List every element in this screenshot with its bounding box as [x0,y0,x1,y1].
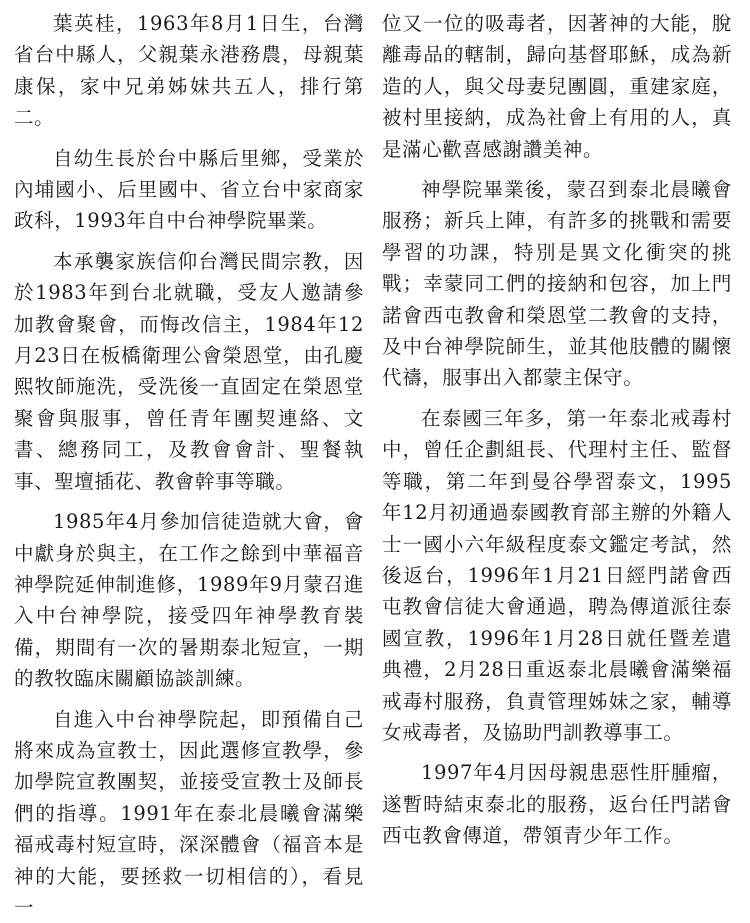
paragraph: 1985年4月參加信徒造就大會，會中獻身於與主，在工作之餘到中華福音神學院延伸制進修，1989年9月蒙召進入中台神學院，接受四年神學教育裝備，期間有一次的暑期泰北短宣，一期的教牧臨床關顧協談訓練。 [14,510,364,691]
paragraph: 神學院畢業後，蒙召到泰北晨曦會服務；新兵上陣，有許多的挑戰和需要學習的功課，特別是異文化衝突的挑戰；幸蒙同工們的接納和包容，加上門諾會西屯教會和榮恩堂二教會的支持，及中台神學院師生，並其他肢體的關懷代禱，服事出入都蒙主保守。 [382,178,732,390]
paragraph: 自幼生長於台中縣后里鄉，受業於內埔國小、后里國中、省立台中家商家政科，1993年自中台神學院畢業。 [14,146,364,233]
right-column [382,8,732,848]
paragraph: 1997年4月因母親患惡性肝腫瘤，遂暫時結束泰北的服務，返台任門諾會西屯教會傳道，帶領青少年工作。 [382,761,732,848]
paragraph: 在泰國三年多，第一年泰北戒毒村中，曾任企劃組長、代理村主任、監督等職，第二年到曼谷學習泰文，1995年12月初通過泰國教育部主辦的外籍人士一國小六年級程度泰文鑑定考試，然後返台，1996年1月21日經門諾會西屯教會信徒大會通過，聘為傳道派往泰國宣教，1996年1月28日就任暨差遣典禮，2月28日重返泰北晨曦會滿樂福戒毒村服務，負責管理姊妹之家，輔導女戒毒者，及協助門訓教導事工。 [382,406,732,744]
left-column [14,8,364,919]
paragraph: 本承襲家族信仰台灣民間宗教，因於1983年到台北就職，受友人邀請參加教會聚會，而悔改信主，1984年12月23日在板橋衛理公會榮恩堂，由孔慶熙牧師施洗，受洗後一直固定在榮恩堂聚會與服事，曾任青年團契連絡、文書、總務同工，及教會會計、聖餐執事、聖壇插花、教會幹事等職。 [14,249,364,493]
paragraph: 葉英桂，1963年8月1日生，台灣省台中縣人，父親葉永港務農，母親葉康保，家中兄弟姊妹共五人，排行第二。 [14,12,364,130]
paragraph: 自進入中台神學院起，即預備自己將來成為宣教士，因此選修宣教學，參加學院宣教團契，並接受宣教士及師長們的指導。1991年在泰北晨曦會滿樂福戒毒村短宣時，深深體會（福音本是神的大能，要拯救一切相信的），看見一 [14,707,364,919]
paragraph-continued: 位又一位的吸毒者，因著神的大能，脫離毒品的轄制，歸向基督耶穌，成為新造的人，與父母妻兒團圓，重建家庭，被村里接納，成為社會上有用的人，真是滿心歡喜感謝讚美神。 [382,12,732,161]
